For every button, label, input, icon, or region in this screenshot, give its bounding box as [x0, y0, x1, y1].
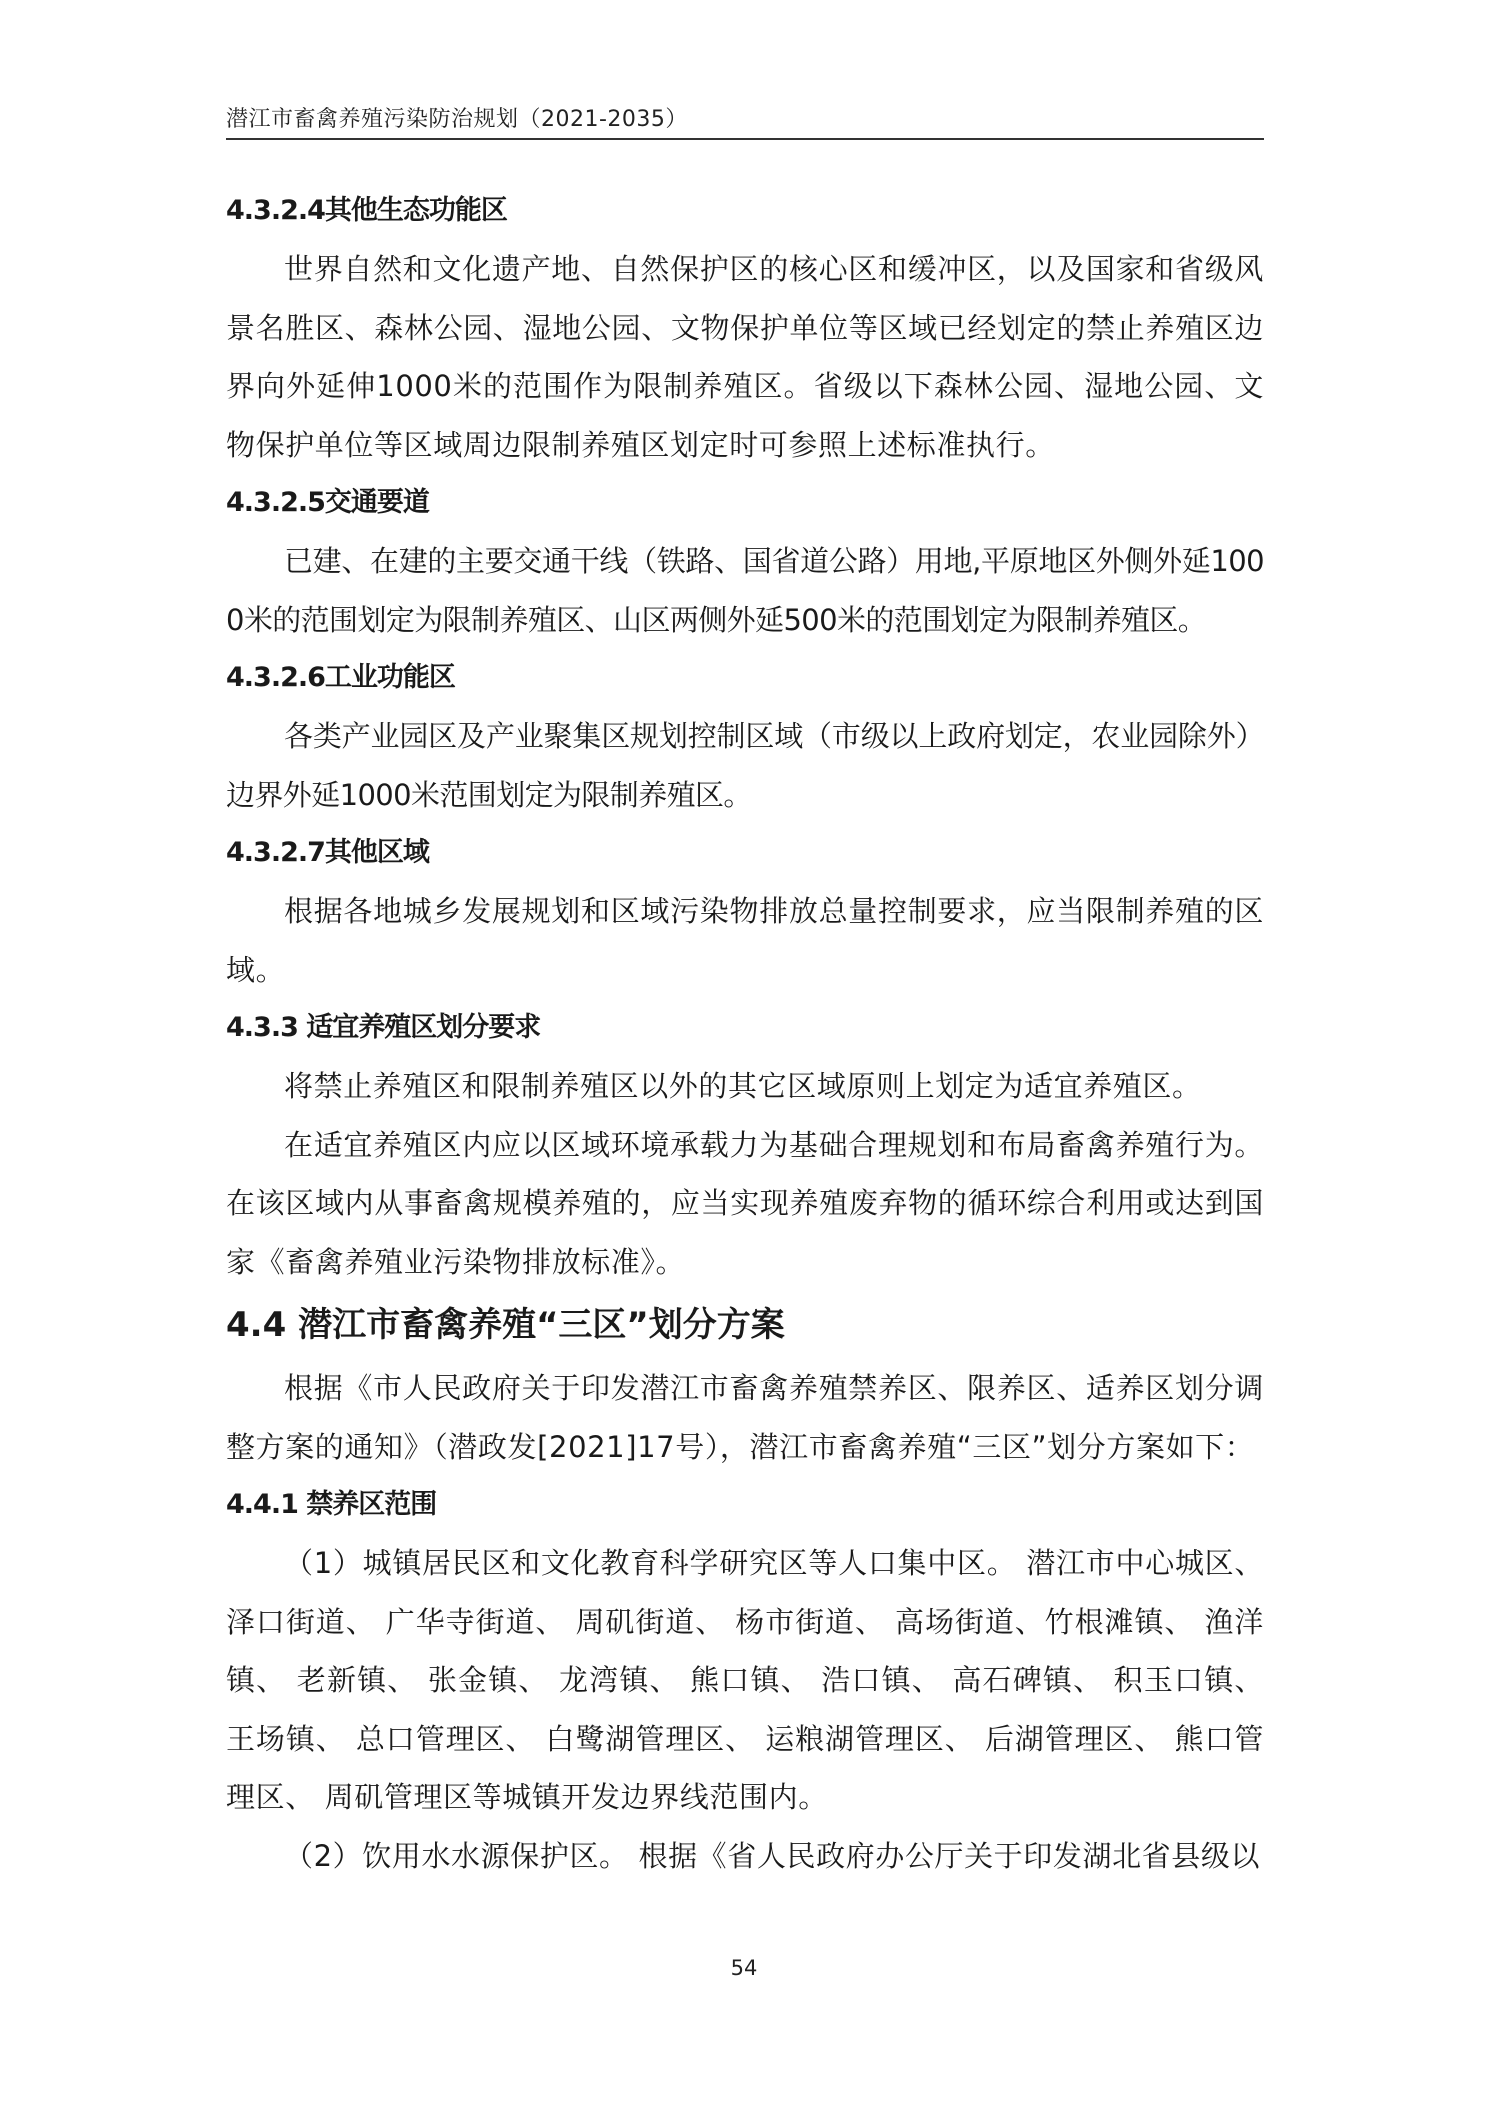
paragraph-plan-basis: 根据《市人民政府关于印发潜江市畜禽养殖禁养区、限养区、适养区划分调整方案的通知》（潜政发[2021]17号），潜江市畜禽养殖“三区”划分方案如下：	[226, 1371, 1264, 1464]
heading-4-3-2-4: 4.3.2.4其他生态功能区	[226, 195, 507, 226]
heading-4-4: 4.4 潜江市畜禽养殖“三区”划分方案	[226, 1305, 785, 1345]
paragraph-residential-areas: （1）城镇居民区和文化教育科学研究区等人口集中区。 潜江市中心城区、泽口街道、 广华寺街道、 周矶街道、 杨市街道、 高场街道、竹根滩镇、 渔洋镇、 老新镇、 张金镇、 龙湾镇、 熊口镇、 浩口镇、 高石碑镇、 积玉口镇、王场镇、 总口管理区、 白鹭湖管理区、 运粮湖管理区、 后湖管理区、 熊口管理区、 周矶管理区等城镇开发边界线范围内。	[226, 1546, 1264, 1814]
page-number: 54	[730, 1956, 758, 1980]
paragraph-suitable-definition: 将禁止养殖区和限制养殖区以外的其它区域原则上划定为适宜养殖区。	[284, 1069, 1202, 1103]
paragraph-traffic-routes: 已建、在建的主要交通干线（铁路、国省道公路）用地,平原地区外侧外延1000米的范围划定为限制养殖区、山区两侧外延500米的范围划定为限制养殖区。	[226, 544, 1264, 637]
heading-4-3-2-5: 4.3.2.5交通要道	[226, 487, 429, 518]
running-header	[226, 102, 1264, 140]
heading-4-3-2-6: 4.3.2.6工业功能区	[226, 662, 455, 693]
page-content	[226, 182, 1264, 1885]
heading-4-4-1: 4.4.1 禁养区范围	[226, 1489, 437, 1520]
paragraph-suitable-requirements: 在适宜养殖区内应以区域环境承载力为基础合理规划和布局畜禽养殖行为。在该区域内从事畜禽规模养殖的，应当实现养殖废弃物的循环综合利用或达到国家《畜禽养殖业污染物排放标准》。	[226, 1127, 1264, 1279]
paragraph-other-areas: 根据各地城乡发展规划和区域污染物排放总量控制要求，应当限制养殖的区域。	[226, 894, 1264, 987]
document-title: 潜江市畜禽养殖污染防治规划（2021-2035）	[226, 107, 688, 132]
paragraph-industrial-zones: 各类产业园区及产业聚集区规划控制区域（市级以上政府划定，农业园除外）边界外延1000米范围划定为限制养殖区。	[226, 719, 1264, 812]
heading-4-3-2-7: 4.3.2.7其他区域	[226, 837, 429, 868]
heading-4-3-3: 4.3.3 适宜养殖区划分要求	[226, 1012, 541, 1043]
paragraph-water-source: （2）饮用水水源保护区。 根据《省人民政府办公厅关于印发湖北省县级以	[284, 1838, 1261, 1873]
paragraph-other-eco-zones: 世界自然和文化遗产地、自然保护区的核心区和缓冲区，以及国家和省级风景名胜区、森林公园、湿地公园、文物保护单位等区域已经划定的禁止养殖区边界向外延伸1000米的范围作为限制养殖区。省级以下森林公园、湿地公园、文物保护单位等区域周边限制养殖区划定时可参照上述标准执行。	[226, 252, 1264, 462]
